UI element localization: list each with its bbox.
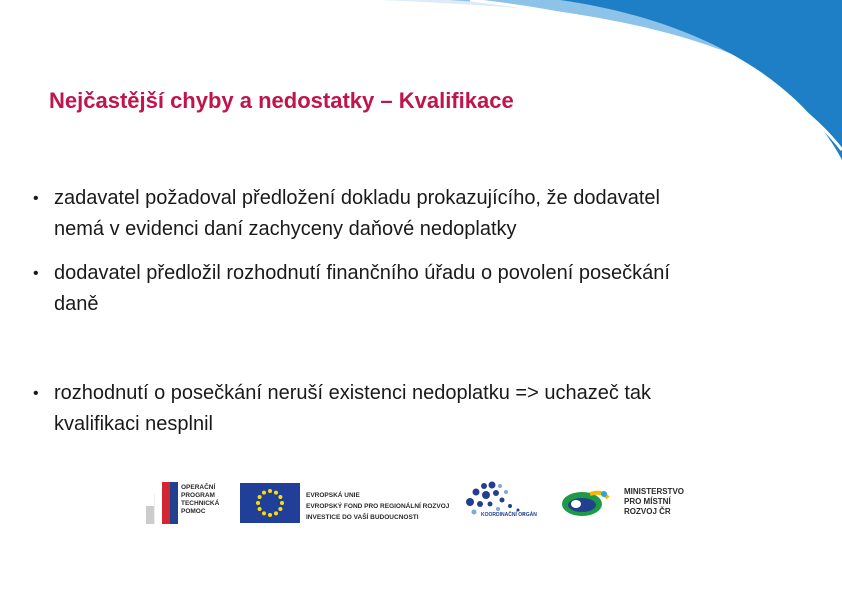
- bullet-item: [33, 183, 813, 245]
- mmr-text: [624, 487, 684, 517]
- optp-line: POMOC: [181, 508, 206, 515]
- mmr-line: MINISTERSTVO: [624, 487, 685, 496]
- bullet-dot: •: [33, 190, 39, 207]
- dots-logo-icon: [462, 480, 534, 526]
- eu-line: INVESTICE DO VAŠÍ BUDOUCNOSTI: [306, 514, 419, 521]
- optp-line: TECHNICKÁ: [181, 500, 220, 507]
- bullet-item: [33, 378, 813, 440]
- bullet-dot: •: [33, 265, 39, 282]
- bullet-line: nemá v evidenci daní zachyceny daňové nedoplatky: [54, 218, 517, 240]
- mmr-logo-icon: [560, 488, 610, 518]
- bullet-line: kvalifikaci nesplnil: [54, 413, 213, 435]
- bullet-line: zadavatel požadoval předložení dokladu prokazujícího, že dodavatel: [54, 187, 660, 209]
- optp-line: PROGRAM: [181, 492, 215, 499]
- ko-text: [481, 512, 537, 518]
- optp-line: OPERAČNÍ: [181, 484, 216, 491]
- bullet-line: daně: [54, 293, 99, 315]
- bullet-line: rozhodnutí o posečkání neruší existenci nedoplatku => uchazeč tak: [54, 382, 652, 404]
- slide-title: Nejčastější chyby a nedostatky – Kvalifikace: [49, 88, 514, 113]
- logo-strip: [0, 470, 842, 540]
- eu-line: EVROPSKÝ FOND PRO REGIONÁLNÍ ROZVOJ: [306, 503, 450, 510]
- bullet-item: [33, 258, 813, 320]
- eu-text: [306, 490, 449, 523]
- optp-logo: [146, 482, 238, 524]
- optp-bars-icon: [146, 482, 178, 524]
- eu-flag-icon: [240, 483, 300, 523]
- ko-line: KOORDINAČNÍ ORGÁN: [481, 512, 537, 518]
- mmr-line: ROZVOJ ČR: [624, 507, 671, 516]
- mmr-line: PRO MÍSTNÍ: [624, 497, 671, 506]
- bullet-dot: •: [33, 385, 39, 402]
- bullet-line: dodavatel předložil rozhodnutí finančního úřadu o povolení posečkání: [54, 262, 670, 284]
- eu-line: EVROPSKÁ UNIE: [306, 492, 360, 499]
- swoosh-dark: [560, 0, 842, 160]
